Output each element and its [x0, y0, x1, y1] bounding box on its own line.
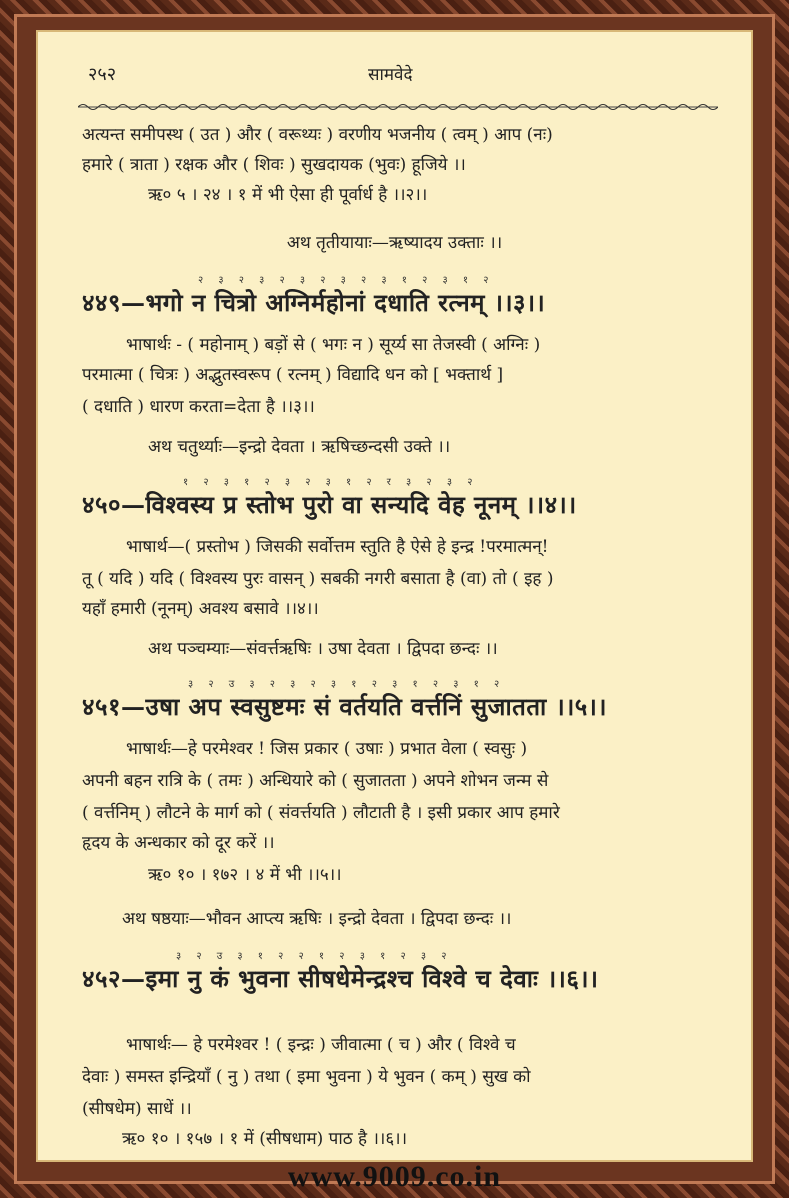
section-heading: अथ पञ्चम्याः—संवर्त्तऋषिः । उषा देवता । द्विपदा छन्दः ।। — [148, 639, 498, 659]
section-heading: अथ चतुर्थ्याः—इन्द्रो देवता । ऋषिच्छन्दसी उक्ते ।। — [148, 437, 451, 457]
text-line: देवाः ) समस्त इन्द्रियाँ ( नु ) तथा ( इमा भुवना ) ये भुवन ( कम् ) सुख को — [82, 1067, 531, 1087]
text-line: यहाँ हमारी (नूनम्) अवश्य बसावे ।।४।। — [82, 599, 319, 619]
reference-line: ऋ० ५ । २४ । १ में भी ऐसा ही पूर्वार्ध है ।।२।। — [148, 185, 428, 205]
text-line: अत्यन्त समीपस्थ ( उत ) और ( वरूथ्यः ) वरणीय भजनीय ( त्वम् ) आप (नः) — [82, 125, 553, 145]
text-line: भाषार्थः— हे परमेश्वर ! ( इन्द्रः ) जीवात्मा ( च ) और ( विश्वे च — [126, 1035, 516, 1055]
website-url: www.9009.co.in — [287, 1160, 502, 1193]
text-line: ( वर्त्तनिम् ) लौटने के मार्ग को ( संवर्त्तयति ) लौटाती है । इसी प्रकार आप हमारे — [82, 803, 560, 823]
text-line: तू ( यदि ) यदि ( विश्वस्य पुरः वासन् ) सबकी नगरी बसाता है (वा) तो ( इह ) — [82, 569, 554, 589]
reference-line: ऋ० १० । १७२ । ४ में भी ।।५।। — [148, 865, 342, 885]
book-page — [36, 30, 753, 1162]
text-line: ( दधाति ) धारण करता=देता है ।।३।। — [82, 397, 315, 417]
accent-marks: २ ३ २ ३ २ ३ २ ३ २ ३ १ २ ३ १ २ — [198, 275, 495, 286]
text-line: परमात्मा ( चित्रः ) अद्भुतस्वरूप ( रत्नम् ) विद्यादि धन को [ भक्तार्थ ] — [82, 365, 504, 385]
verse: ४४९—भगो न चित्रो अग्निर्महोनां दधाति रत्नम् ।।३।। — [82, 288, 546, 317]
text-line: भाषार्थ—( प्रस्तोभ ) जिसकी सर्वोत्तम स्तुति है ऐसे हे इन्द्र !परमात्मन्! — [126, 537, 549, 557]
verse: ४५१—उषा अप स्वसुष्टमः सं वर्तयति वर्त्तनिं सुजातता ।।५।। — [82, 692, 607, 721]
reference-line: ऋ० १० । १५७ । १ में (सीषधाम) पाठ है ।।६।। — [122, 1129, 408, 1149]
text-line: (सीषधेम) साधें ।। — [82, 1099, 192, 1119]
page-number: २५२ — [88, 64, 117, 85]
text-line: हृदय के अन्धकार को दूर करें ।। — [82, 833, 275, 853]
text-line: भाषार्थः - ( महोनाम् ) बड़ों से ( भगः न ) सूर्य्य सा तेजस्वी ( अग्निः ) — [126, 335, 541, 355]
section-heading: अथ षष्ठयाः—भौवन आप्त्य ऋषिः । इन्द्रो देवता । द्विपदा छन्दः ।। — [122, 909, 512, 929]
accent-marks: १ २ ३ १ २ ३ २ ३ १ २ र ३ २ ३ २ — [183, 477, 479, 488]
text-line: हमारे ( त्राता ) रक्षक और ( शिवः ) सुखदायक (भुवः) हूजिये ।। — [82, 155, 466, 175]
accent-marks: ३ २ उ ३ २ ३ २ ३ १ २ ३ १ २ ३ १ २ — [188, 679, 506, 690]
section-heading: अथ तृतीयायाः—ऋष्यादय उक्ताः ।। — [286, 233, 503, 253]
verse: ४५२—इमा नु कं भुवना सीषधेमेन्द्रश्च विश्वे च देवाः ।।६।। — [82, 964, 599, 993]
page-title: सामवेदे — [368, 65, 413, 85]
verse: ४५०—विश्वस्य प्र स्तोभ पुरो वा सन्यदि वेह नूनम् ।।४।। — [82, 490, 577, 519]
accent-marks: ३ २ उ ३ १ २ २ १ २ ३ १ २ ३ २ — [176, 951, 453, 962]
text-line: भाषार्थः—हे परमेश्वर ! जिस प्रकार ( उषाः ) प्रभात वेला ( स्वसुः ) — [126, 739, 528, 759]
ornamental-rule — [78, 102, 718, 112]
text-line: अपनी बहन रात्रि के ( तमः ) अन्धियारे को ( सुजातता ) अपने शोभन जन्म से — [82, 771, 549, 791]
